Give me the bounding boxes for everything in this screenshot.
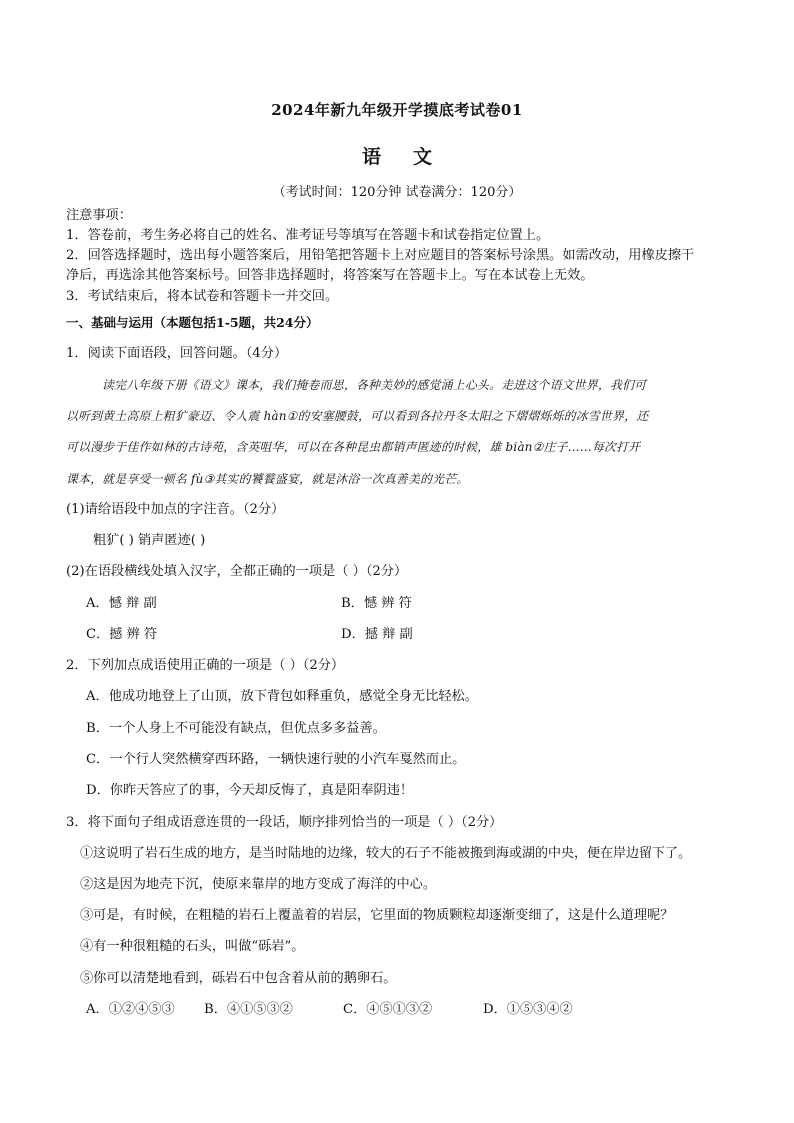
note-1: 1．答卷前，考生务必将自己的姓名、准考证号等填写在答题卡和试卷指定位置上。	[66, 228, 550, 243]
passage-line: 以听到黄土高原上粗犷豪迈、令人震 hàn①的安塞腰鼓，可以看到各拉丹冬太阳之下熠熠烁烁的冰雪世界，还	[66, 409, 649, 423]
q2-option-d: D．你昨天答应了的事，今天却反悔了，真是阳奉阴违！	[86, 783, 414, 798]
q1-option-d: D．撼 辩 副	[341, 627, 413, 642]
q3-option-c: C．④⑤①③②	[343, 1002, 433, 1017]
q2-stem: 2．下列加点成语使用正确的一项是（ ）（2分）	[66, 658, 345, 673]
q1-sub2: (2)在语段横线处填入汉字，全都正确的一项是（ ）（2分）	[66, 564, 408, 579]
q3-sentence-5: ⑤你可以清楚地看到，砾岩石中包含着从前的鹅卵石。	[80, 971, 397, 986]
q3-sentence-1: ①这说明了岩石生成的地方，是当时陆地的边缘，较大的石子不能被搬到海或湖的中央，便在岸边留下了。	[80, 846, 692, 861]
q1-stem: 1．阅读下面语段，回答问题。（4分）	[66, 346, 288, 361]
q2-option-b: B．一个人身上不可能没有缺点，但优点多多益善。	[86, 721, 386, 736]
passage-line: 可以漫步于佳作如林的古诗苑，含英咀华，可以在各种昆虫都销声匿迹的时候，雄 biàn②庄子……每次打开	[66, 440, 641, 454]
q2-option-a: A．他成功地登上了山顶，放下背包如释重负，感觉全身无比轻松。	[86, 689, 478, 704]
q1-option-b: B．憾 辨 符	[341, 596, 412, 611]
passage-line: 读完八年级下册《语文》课本，我们掩卷而思，各种美妙的感觉涌上心头。走进这个语文世界，我们可	[102, 378, 647, 392]
exam-info: （考试时间：120分钟 试卷满分：120分）	[272, 185, 522, 200]
q3-sentence-2: ②这是因为地壳下沉，使原来靠岸的地方变成了海洋的中心。	[80, 877, 437, 892]
q3-stem: 3．将下面句子组成语意连贯的一段话，顺序排列恰当的一项是（ ）（2分）	[66, 815, 503, 830]
note-3: 3．考试结束后，将本试卷和答题卡一并交回。	[66, 289, 339, 304]
exam-title: 2024年新九年级开学摸底考试卷01	[271, 101, 523, 119]
q3-option-a: A．①②④⑤③	[86, 1002, 175, 1017]
q1-passage	[66, 376, 734, 496]
q3-option-b: B．④①⑤③②	[204, 1002, 293, 1017]
q1-option-c: C．撼 辨 符	[86, 627, 158, 642]
note-2a: 2．回答选择题时，选出每小题答案后，用铅笔把答题卡上对应题目的答案标号涂黑。如需改动，用橡皮擦干	[66, 248, 695, 263]
passage-line: 课本，就是享受一顿名 fù③其实的饕餮盛宴，就是沐浴一次真善美的光芒。	[66, 472, 469, 486]
notes-heading: 注意事项：	[66, 208, 132, 223]
q3-sentence-3: ③可是，有时候，在粗糙的岩石上覆盖着的岩层，它里面的物质颗粒却逐渐变细了，这是什么道理呢？	[80, 908, 674, 923]
q3-sentence-4: ④有一种很粗糙的石头，叫做“砾岩”。	[80, 939, 305, 954]
section-heading: 一、基础与运用（本题包括1-5题，共24分）	[66, 315, 319, 330]
subject-title: 语文	[361, 146, 464, 168]
q2-option-c: C．一个行人突然横穿西环路，一辆快速行驶的小汽车戛然而止。	[86, 752, 466, 767]
note-2b: 净后，再选涂其他答案标号。回答非选择题时，将答案写在答题卡上。写在本试卷上无效。	[66, 268, 594, 283]
q1-sub1-items: 粗犷( ) 销声匿迹( )	[93, 533, 206, 548]
q3-option-d: D．①⑤③④②	[483, 1002, 573, 1017]
q1-option-a: A．憾 辩 副	[86, 596, 157, 611]
q1-sub1: (1)请给语段中加点的字注音。（2分）	[66, 502, 285, 517]
